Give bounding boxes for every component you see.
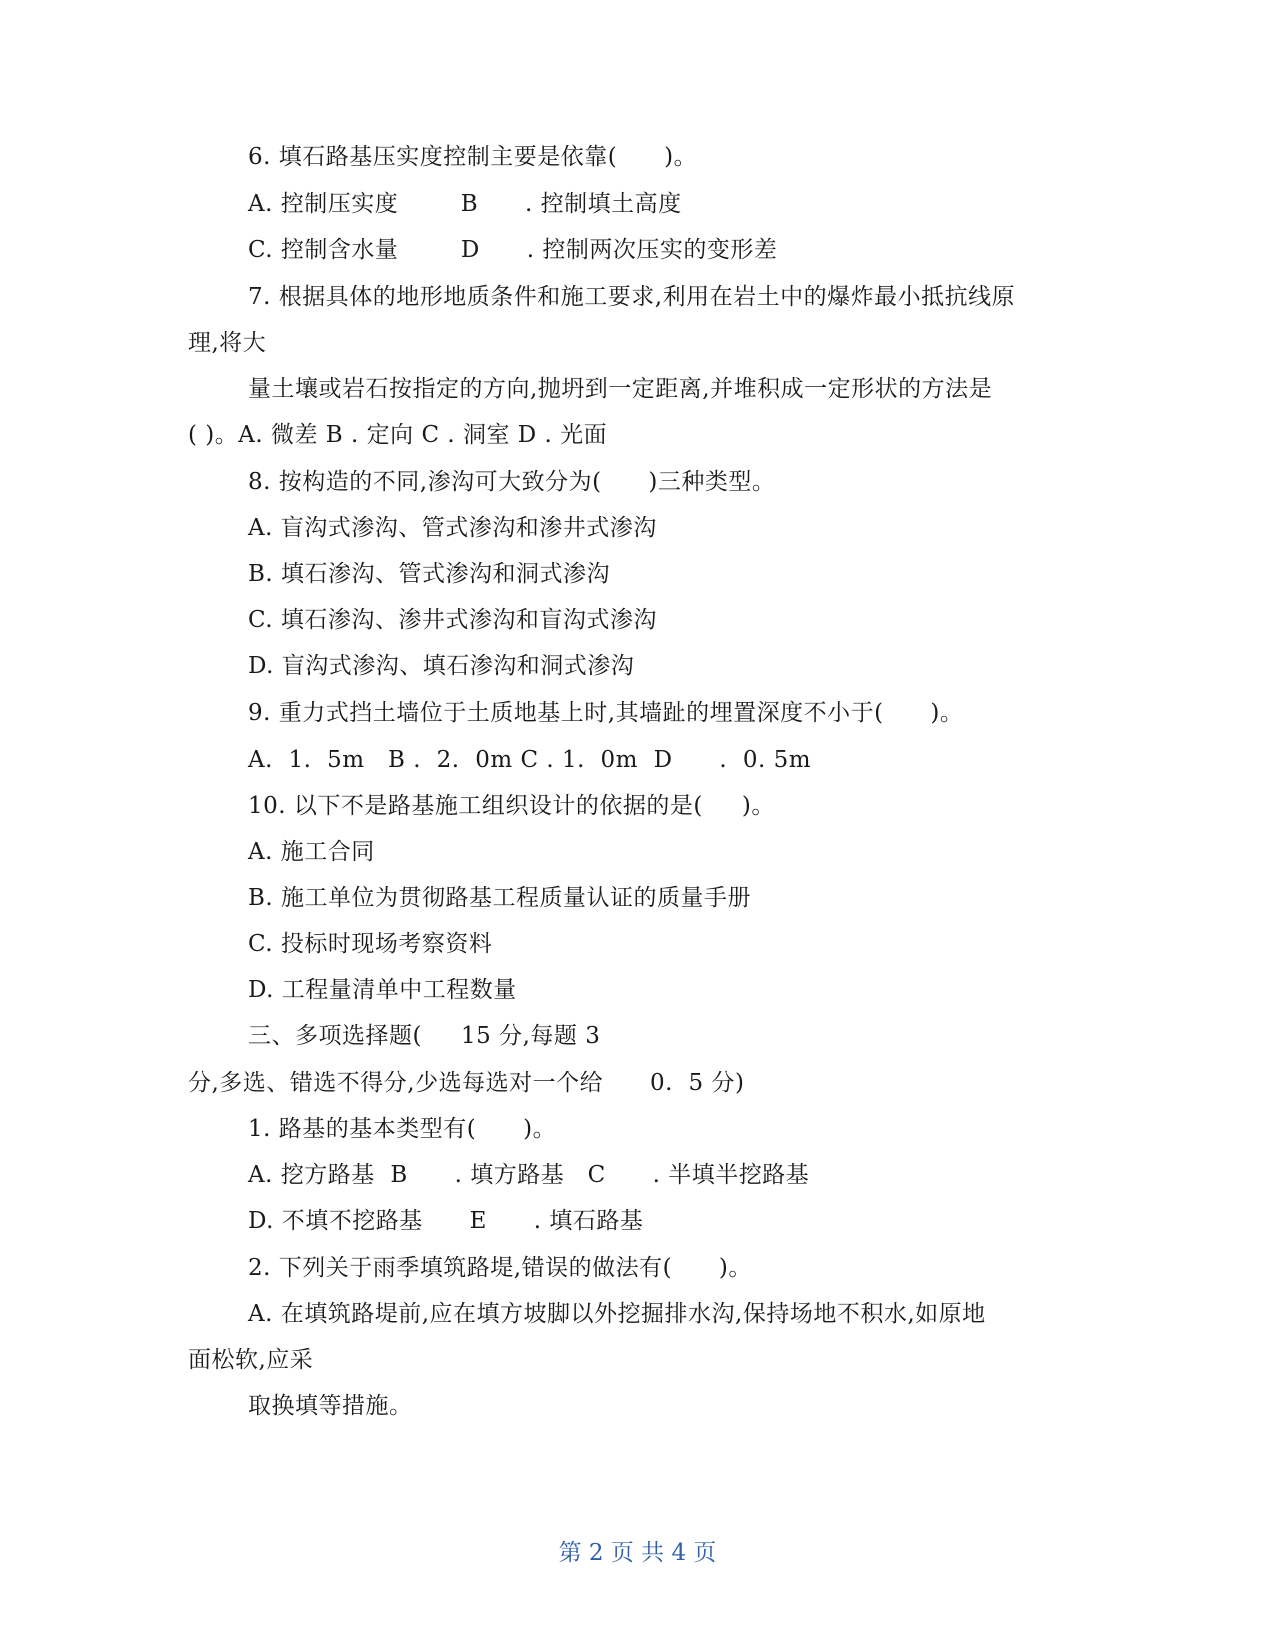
mc-q2-option-a-cont: 面松软,应采 [188,1347,314,1373]
q10-option-b: B. 施工单位为贯彻路基工程质量认证的质量手册 [248,885,752,911]
q7-options: ( )。A. 微差 B . 定向 C . 洞室 D . 光面 [188,422,608,448]
q6-options-ab: A. 控制压实度 B . 控制填土高度 [248,191,682,217]
question-7-cont: 理,将大 [188,330,267,356]
question-7: 7. 根据具体的地形地质条件和施工要求,利用在岩土中的爆炸最小抵抗线原 [248,284,1016,310]
question-6: 6. 填石路基压实度控制主要是依靠( )。 [248,144,698,170]
q8-option-d: D. 盲沟式渗沟、填石渗沟和洞式渗沟 [248,653,635,679]
q8-option-b: B. 填石渗沟、管式渗沟和洞式渗沟 [248,561,611,587]
question-9: 9. 重力式挡土墙位于土质地基上时,其墙趾的埋置深度不小于( )。 [248,700,964,726]
q10-option-c: C. 投标时现场考察资料 [248,931,493,957]
q10-option-d: D. 工程量清单中工程数量 [248,977,517,1003]
section-heading: 三、多项选择题( 15 分,每题 3 [248,1023,601,1049]
q9-options: A. 1. 5m B . 2. 0m C . 1. 0m D . 0. 5m [248,747,812,773]
question-7-cont-2: 量土壤或岩石按指定的方向,抛坍到一定距离,并堆积成一定形状的方法是 [248,376,993,402]
mc-question-1: 1. 路基的基本类型有( )。 [248,1116,557,1142]
mc-q2-option-a-cont-2: 取换填等措施。 [248,1393,413,1419]
section-heading-cont: 分,多选、错选不得分,少选每选对一个给 0. 5 分) [188,1070,745,1096]
page-number-footer: 第 2 页 共 4 页 [558,1540,717,1566]
q10-option-a: A. 施工合同 [248,839,375,865]
q8-option-a: A. 盲沟式渗沟、管式渗沟和渗井式渗沟 [248,515,657,541]
mc-q2-option-a: A. 在填筑路堤前,应在填方坡脚以外挖掘排水沟,保持场地不积水,如原地 [248,1301,986,1327]
question-10: 10. 以下不是路基施工组织设计的依据的是( )。 [248,793,775,819]
question-8: 8. 按构造的不同,渗沟可大致分为( )三种类型。 [248,469,776,495]
mc-q1-options-abc: A. 挖方路基 B . 填方路基 C . 半填半挖路基 [248,1162,810,1188]
q8-option-c: C. 填石渗沟、渗井式渗沟和盲沟式渗沟 [248,607,657,633]
q6-options-cd: C. 控制含水量 D . 控制两次压实的变形差 [248,237,778,263]
mc-question-2: 2. 下列关于雨季填筑路堤,错误的做法有( )。 [248,1255,752,1281]
mc-q1-options-de: D. 不填不挖路基 E . 填石路基 [248,1208,644,1234]
